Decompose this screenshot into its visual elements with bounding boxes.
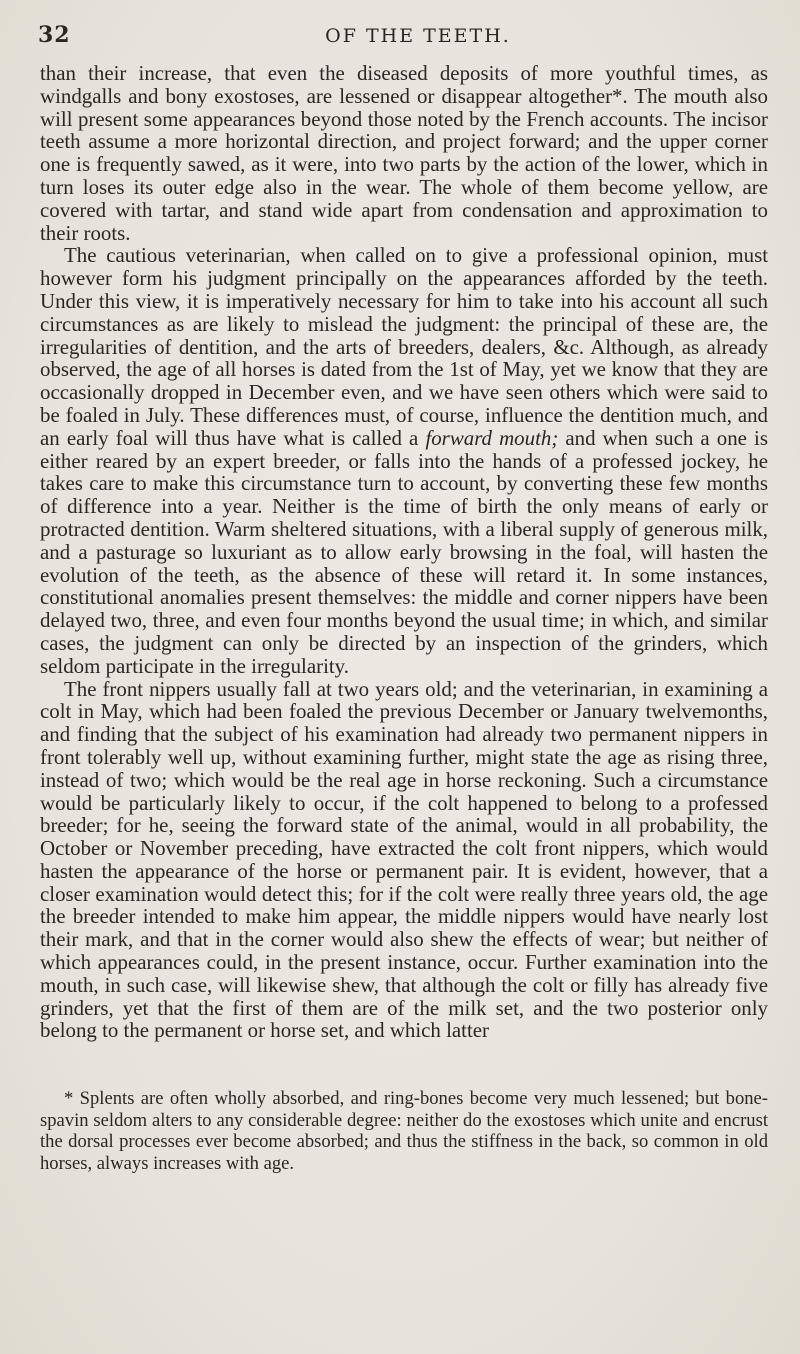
italic-term: forward mouth; (425, 425, 559, 450)
paragraph-2 (40, 244, 768, 677)
paragraph-2-continuation: and when such a one is either reared by an expert breeder, or falls into the hands of a professed jockey, he takes care to make this circumstance turn to account, by converting these few months of difference into a year. Neither is the time of birth the only means of early or protracted dentition. Warm sheltered situations, with a liberal supply of generous milk, and a pasturage so luxuriant as to allow early browsing in the foal, will hasten the evolution of the teeth, as the absence of these will retard it. In some instances, constitutional anomalies present themselves: the middle and corner nippers have been delayed two, three, and even four months beyond the usual time; in which, and similar cases, the judgment can only be directed by an inspection of the grinders, which seldom participate in the irregularity. (40, 425, 768, 678)
page-header (0, 22, 800, 62)
page-number: 32 (38, 22, 71, 48)
paragraph-2-text: The cautious veterinarian, when called on to give a professional opinion, must however form his judgment principally on the appearances afforded by the teeth. Under this view, it is imperatively necessary for him to take into his account all such circumstances as are likely to mislead the judgment: the principal of these are, the irregularities of dentition, and the arts of breeders, dealers, &c. Although, as already observed, the age of all horses is dated from the 1st of May, yet we know that they are occasionally dropped in December even, and we have seen others which were said to be foaled in July. These differences must, of course, influence the dentition much, and an early foal will thus have what is called a (40, 243, 768, 450)
paragraph-3: The front nippers usually fall at two years old; and the veterinarian, in examining a colt in May, which had been foaled the previous December or January twelvemonths, and finding that the subject of his examination had already two permanent nippers in front tolerably well up, without examining further, might state the age as rising three, instead of two; which would be the real age in horse reckoning. Such a circumstance would be particularly likely to occur, if the colt happened to belong to a professed breeder; for he, seeing the forward state of the animal, would in all probability, the October or November preceding, have extracted the colt front nippers, which would hasten the appearance of the horse or permanent pair. It is evident, however, that a closer examination would detect this; for if the colt were really three years old, the age the breeder intended to make him appear, the middle nippers would have nearly lost their mark, and that in the corner would also shew the effects of wear; but neither of which appearances could, in the present instance, occur. Further examination into the mouth, in such case, will likewise shew, that although the colt or filly has already five grinders, yet that the first of them are of the milk set, and the two posterior only belong to the permanent or horse set, and which latter (40, 676, 768, 1043)
body-text (40, 62, 768, 1042)
paragraph-1: than their increase, that even the diseased deposits of more youthful times, as windgalls and bony exostoses, are lessened or disappear altogether*. The mouth also will present some appearances beyond those noted by the French accounts. The incisor teeth assume a more horizontal direction, and project forward; and the upper corner one is frequently sawed, as it were, into two parts by the action of the lower, which in turn loses its outer edge also in the wear. The whole of them become yellow, are covered with tartar, and stand wide apart from condensation and approximation to their roots. (40, 61, 768, 245)
running-title: OF THE TEETH. (325, 25, 511, 47)
footnote: * Splents are often wholly absorbed, and ring-bones become very much lessened; but bone-spavin seldom alters to any considerable degree: neither do the exostoses which unite and encrust the dorsal processes ever become absorbed; and thus the stiffness in the back, so common in old horses, always increases with age. (40, 1088, 768, 1174)
